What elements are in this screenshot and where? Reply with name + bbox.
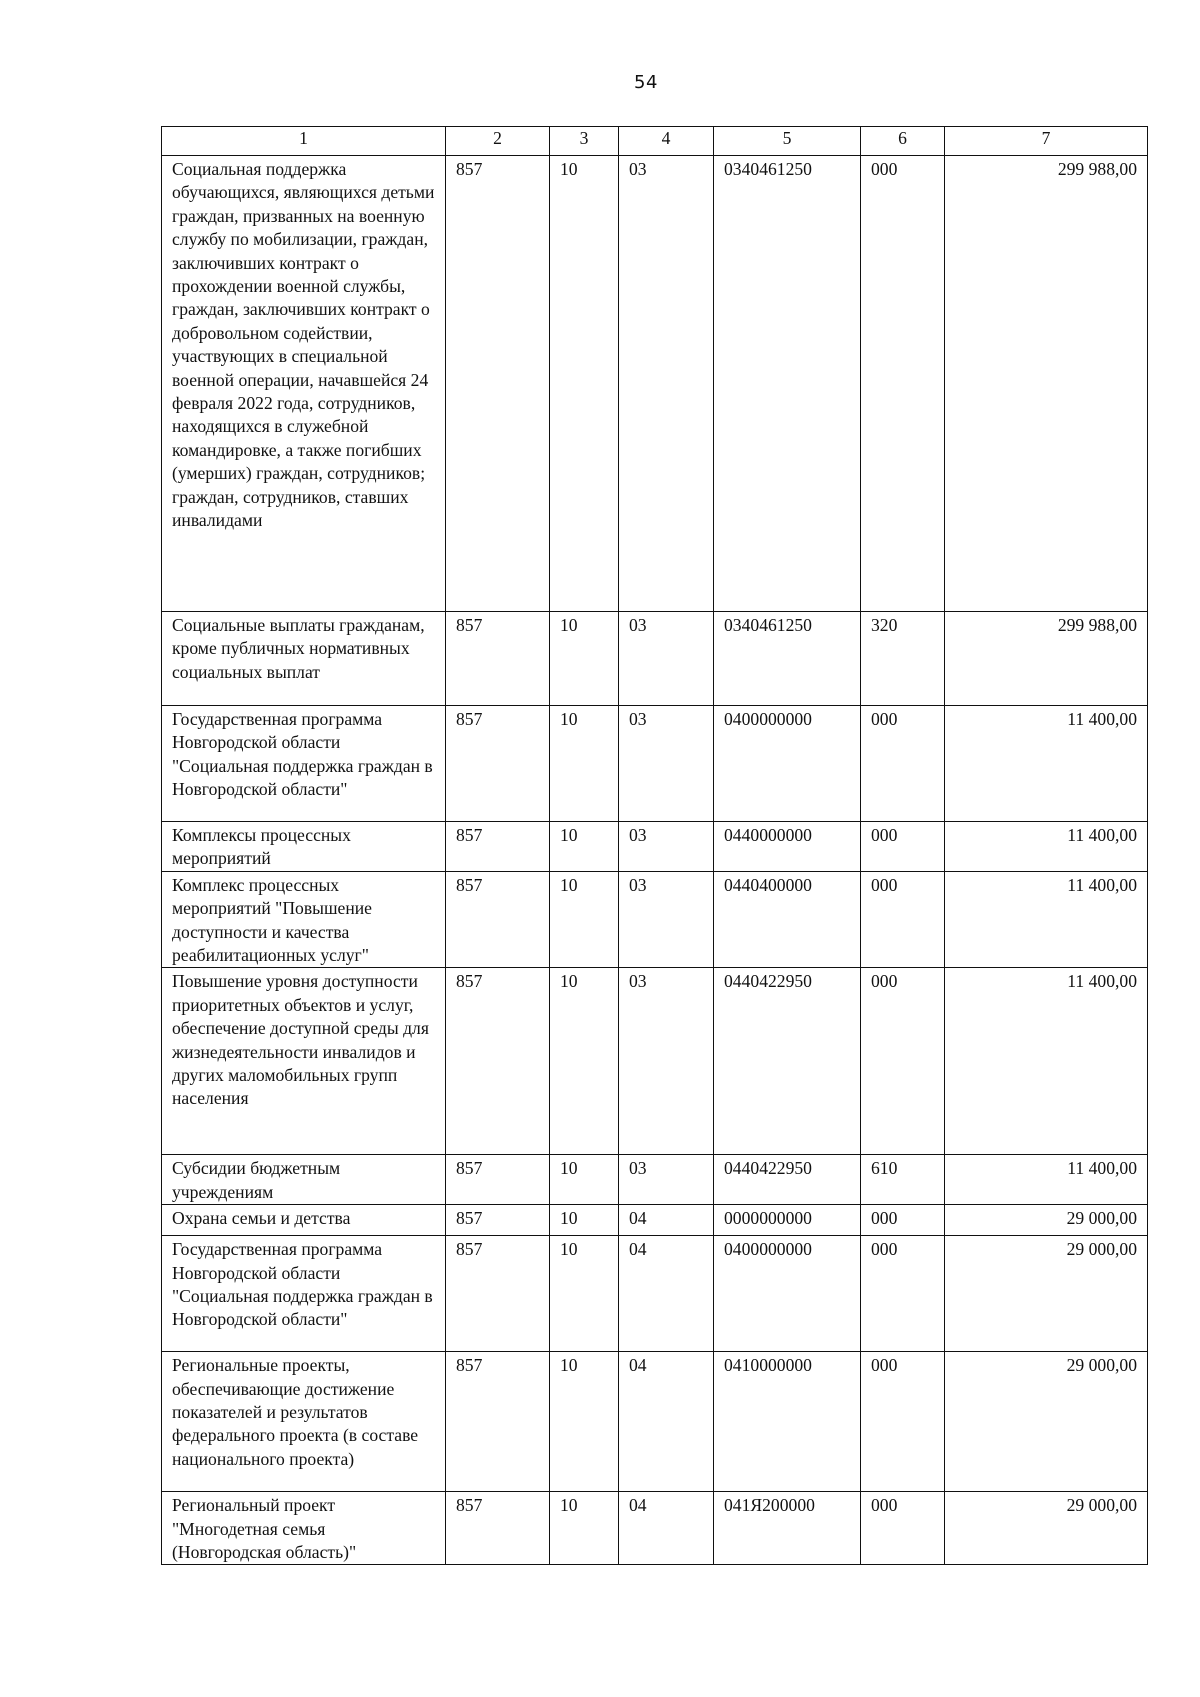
cell-col-4: 04	[619, 1236, 714, 1352]
cell-col-7: 11 400,00	[945, 871, 1148, 968]
row-name-cell: Социальные выплаты гражданам, кроме публичных нормативных социальных выплат	[162, 612, 446, 706]
cell-col-2: 857	[446, 706, 550, 822]
cell-col-7: 11 400,00	[945, 1155, 1148, 1205]
table-row	[162, 1236, 1148, 1352]
row-name-cell: Региональные проекты, обеспечивающие достижение показателей и результатов федерального проекта (в составе национального проекта)	[162, 1352, 446, 1492]
cell-col-6: 000	[861, 822, 945, 872]
cell-col-4: 03	[619, 822, 714, 872]
table-row	[162, 612, 1148, 706]
cell-col-6: 000	[861, 1352, 945, 1492]
cell-col-2: 857	[446, 1155, 550, 1205]
row-name-cell: Государственная программа Новгородской области "Социальная поддержка граждан в Новгородской области"	[162, 706, 446, 822]
table-row	[162, 706, 1148, 822]
row-name-cell: Государственная программа Новгородской области "Социальная поддержка граждан в Новгородской области"	[162, 1236, 446, 1352]
header-row	[162, 127, 1148, 156]
cell-col-7: 299 988,00	[945, 612, 1148, 706]
cell-col-4: 04	[619, 1352, 714, 1492]
cell-col-7: 29 000,00	[945, 1236, 1148, 1352]
cell-col-4: 03	[619, 1155, 714, 1205]
cell-col-5: 041Я200000	[714, 1492, 861, 1565]
cell-col-2: 857	[446, 968, 550, 1155]
cell-col-7: 29 000,00	[945, 1205, 1148, 1236]
cell-col-3: 10	[550, 968, 619, 1155]
table-row	[162, 968, 1148, 1155]
cell-col-5: 0340461250	[714, 156, 861, 612]
cell-col-6: 320	[861, 612, 945, 706]
header-col-7: 7	[945, 127, 1148, 156]
table-row	[162, 822, 1148, 872]
cell-col-4: 03	[619, 968, 714, 1155]
page-number: 54	[634, 72, 658, 93]
header-col-2: 2	[446, 127, 550, 156]
row-name-cell: Охрана семьи и детства	[162, 1205, 446, 1236]
cell-col-3: 10	[550, 612, 619, 706]
table-row	[162, 871, 1148, 968]
header-col-6: 6	[861, 127, 945, 156]
cell-col-5: 0400000000	[714, 706, 861, 822]
table-row	[162, 1155, 1148, 1205]
header-col-5: 5	[714, 127, 861, 156]
header-col-3: 3	[550, 127, 619, 156]
row-name-cell: Социальная поддержка обучающихся, являющихся детьми граждан, призванных на военную службу по мобилизации, граждан, заключивших контракт о прохождении военной службы, граждан, заключивших контракт о добровольном содействии, участвующих в специальной военной операции, начавшейся 24 февраля 2022 года, сотрудников, находящихся в служебной командировке, а также погибших (умерших) граждан, сотрудников; граждан, сотрудников, ставших инвалидами	[162, 156, 446, 612]
table-row	[162, 1205, 1148, 1236]
cell-col-7: 29 000,00	[945, 1492, 1148, 1565]
cell-col-4: 04	[619, 1492, 714, 1565]
cell-col-5: 0340461250	[714, 612, 861, 706]
cell-col-3: 10	[550, 1155, 619, 1205]
cell-col-6: 000	[861, 968, 945, 1155]
cell-col-2: 857	[446, 871, 550, 968]
header-col-1: 1	[162, 127, 446, 156]
cell-col-2: 857	[446, 1492, 550, 1565]
cell-col-7: 11 400,00	[945, 968, 1148, 1155]
cell-col-2: 857	[446, 156, 550, 612]
cell-col-6: 610	[861, 1155, 945, 1205]
cell-col-4: 03	[619, 612, 714, 706]
cell-col-5: 0440400000	[714, 871, 861, 968]
cell-col-3: 10	[550, 706, 619, 822]
row-name-cell: Субсидии бюджетным учреждениям	[162, 1155, 446, 1205]
cell-col-7: 11 400,00	[945, 706, 1148, 822]
cell-col-3: 10	[550, 1352, 619, 1492]
cell-col-5: 0400000000	[714, 1236, 861, 1352]
table-header	[162, 127, 1148, 156]
cell-col-3: 10	[550, 156, 619, 612]
row-name-cell: Региональный проект "Многодетная семья (Новгородская область)"	[162, 1492, 446, 1565]
cell-col-5: 0000000000	[714, 1205, 861, 1236]
cell-col-6: 000	[861, 871, 945, 968]
cell-col-3: 10	[550, 871, 619, 968]
cell-col-2: 857	[446, 612, 550, 706]
budget-table	[161, 126, 1148, 1565]
cell-col-5: 0440422950	[714, 968, 861, 1155]
cell-col-7: 29 000,00	[945, 1352, 1148, 1492]
cell-col-6: 000	[861, 1205, 945, 1236]
cell-col-2: 857	[446, 1352, 550, 1492]
cell-col-5: 0440422950	[714, 1155, 861, 1205]
row-name-cell: Комплекс процессных мероприятий "Повышение доступности и качества реабилитационных услуг"	[162, 871, 446, 968]
cell-col-3: 10	[550, 1236, 619, 1352]
cell-col-3: 10	[550, 822, 619, 872]
table-body	[162, 156, 1148, 1565]
cell-col-7: 11 400,00	[945, 822, 1148, 872]
cell-col-6: 000	[861, 156, 945, 612]
cell-col-6: 000	[861, 1236, 945, 1352]
cell-col-7: 299 988,00	[945, 156, 1148, 612]
cell-col-4: 03	[619, 156, 714, 612]
cell-col-4: 03	[619, 871, 714, 968]
table-row	[162, 156, 1148, 612]
row-name-cell: Повышение уровня доступности приоритетных объектов и услуг, обеспечение доступной среды для жизнедеятельности инвалидов и других маломобильных групп населения	[162, 968, 446, 1155]
header-col-4: 4	[619, 127, 714, 156]
table-row	[162, 1352, 1148, 1492]
cell-col-6: 000	[861, 1492, 945, 1565]
cell-col-4: 04	[619, 1205, 714, 1236]
cell-col-2: 857	[446, 1205, 550, 1236]
cell-col-3: 10	[550, 1205, 619, 1236]
cell-col-2: 857	[446, 822, 550, 872]
row-name-cell: Комплексы процессных мероприятий	[162, 822, 446, 872]
cell-col-2: 857	[446, 1236, 550, 1352]
cell-col-5: 0410000000	[714, 1352, 861, 1492]
table-row	[162, 1492, 1148, 1565]
cell-col-3: 10	[550, 1492, 619, 1565]
cell-col-4: 03	[619, 706, 714, 822]
cell-col-6: 000	[861, 706, 945, 822]
cell-col-5: 0440000000	[714, 822, 861, 872]
